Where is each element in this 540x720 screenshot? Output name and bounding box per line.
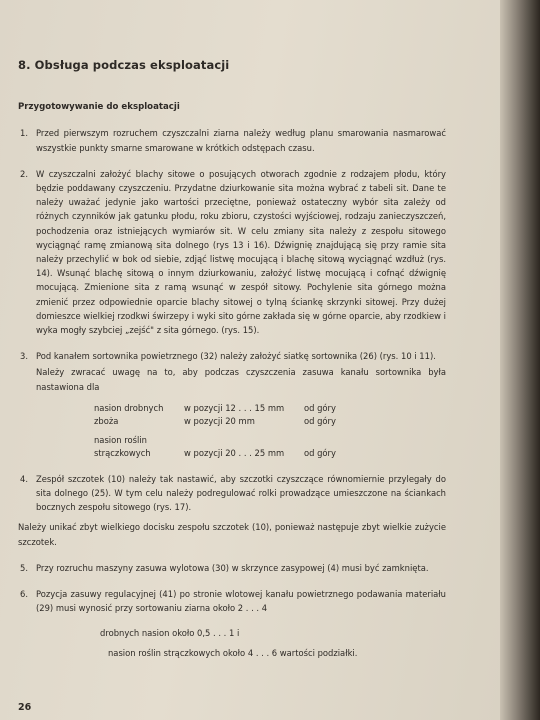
item-number: 6. — [20, 589, 28, 600]
subsection-heading: Przygotowywanie do eksploatacji — [18, 102, 180, 113]
gate-position: w pozycji 20 . . . 25 mm — [184, 447, 285, 458]
gate-direction: od góry — [304, 402, 336, 413]
settings-table — [94, 402, 344, 460]
item-number: 3. — [20, 351, 28, 362]
list-item — [16, 349, 446, 460]
item-text: Przy rozruchu maszyny zasuwa wylotowa (30) w skrzynce zasypowej (4) musi być zamknięta. — [36, 562, 429, 573]
page-number: 26 — [18, 702, 32, 713]
seed-type: nasion drobnych — [94, 402, 164, 413]
item-text: W czyszczalni założyć blachy sitowe o posujących otworach zgodnie z rodzajem płodu, który będzie poddawany czyszczeniu. Przydatne dziurkowanie sita można wybrać z tabeli sit. Dane te należy uważać jedynie jako wartości przeciętne, ponieważ ostateczny wybór sita zależy od różnych czynników jak gatunku płodu, roku zbioru, czystości wyjściowej, rodzaju zanieczyszczeń, pochodzenia oraz istniejących wymiarów sit. W celu zmiany sita należy z zespołu sitowego wyciągnąć ramę zmianową sita dolnego (rys 13 i 16). Dźwignię znajdującą się przy ramie sita należy przechylić w bok od siebie, zdjąć listwę mocującą i blachę sitową wyciągnąć wzdłuż (rys. 14). Wsunąć blachę sitową o innym dziurkowaniu, założyć listwę mocującą i cofnąć dźwignię mocującą. Zmienione sita z ramą wsunąć w zespół sitowy. Pochylenie sita górnego można zmienić przez odpowiednie oparcie blachy sitowej o tylną ściankę skrzynki sitowej. Przy dużej domieszce wielkiej rzodkwi świrzepy i wyki sito górne zakłada się w górne oparcie, aby rzodkiew i wyka mogły szybciej „zejść" z sita górnego. (rys. 15). — [36, 168, 446, 336]
seed-type: zboża — [94, 415, 119, 426]
gate-position: w pozycji 12 . . . 15 mm — [184, 402, 285, 413]
item-number: 1. — [20, 128, 28, 139]
page-spine-shadow — [500, 0, 540, 720]
gate-direction: od góry — [304, 415, 336, 426]
item-number: 5. — [20, 562, 28, 573]
table-row — [94, 428, 344, 460]
table-row — [94, 415, 344, 428]
item-text: Pod kanałem sortownika powietrznego (32) należy założyć siatkę sortownika (26) (rys. 10 i 11). — [36, 351, 436, 362]
item-text: Zespół szczotek (10) należy tak nastawić, aby szczotki czyszczące równomiernie przylegały do sita dolnego (25). W tym celu należy podregulować rolki prowadzące umieszczone na ściankach bocznych zespołu sitowego (rys. 17). — [36, 473, 446, 513]
sub-line: drobnych nasion około 0,5 . . . 1 i — [100, 628, 240, 639]
list-item — [16, 587, 446, 663]
list-item — [16, 472, 446, 515]
list-item — [16, 126, 446, 154]
list-item — [16, 167, 446, 337]
seed-type: nasion roślin strączkowych — [94, 434, 151, 458]
unnumbered-note: Należy unikać zbyt wielkiego docisku zespołu szczotek (10), ponieważ następuje zbyt wielkie zużycie szczotek. — [18, 522, 446, 547]
item-number: 4. — [20, 473, 28, 484]
item-number: 2. — [20, 168, 28, 179]
gate-direction: od góry — [304, 447, 336, 458]
list-item — [16, 561, 446, 575]
item-text: Pozycja zasuwy regulacyjnej (41) po stronie wlotowej kanału powietrznego podawania materiału (29) musi wynosić przy sortowaniu ziarna około 2 . . . 4 — [36, 589, 446, 614]
section-heading: 8. Obsługa podczas eksploatacji — [18, 58, 230, 72]
table-row — [94, 402, 344, 415]
sub-line: nasion roślin strączkowych około 4 . . . 6 wartości podziałki. — [108, 648, 358, 659]
sub-lines — [100, 623, 446, 663]
gate-position: w pozycji 20 mm — [184, 415, 255, 426]
item-text: Przed pierwszym rozruchem czyszczalni ziarna należy według planu smarowania nasmarować wszystkie punkty smarne smarowane w krótkich odstępach czasu. — [36, 128, 446, 153]
page-content — [16, 58, 446, 675]
item-note: Należy zwracać uwagę na to, aby podczas czyszczenia zasuwa kanału sortownika była nastawiona dla — [36, 367, 446, 392]
